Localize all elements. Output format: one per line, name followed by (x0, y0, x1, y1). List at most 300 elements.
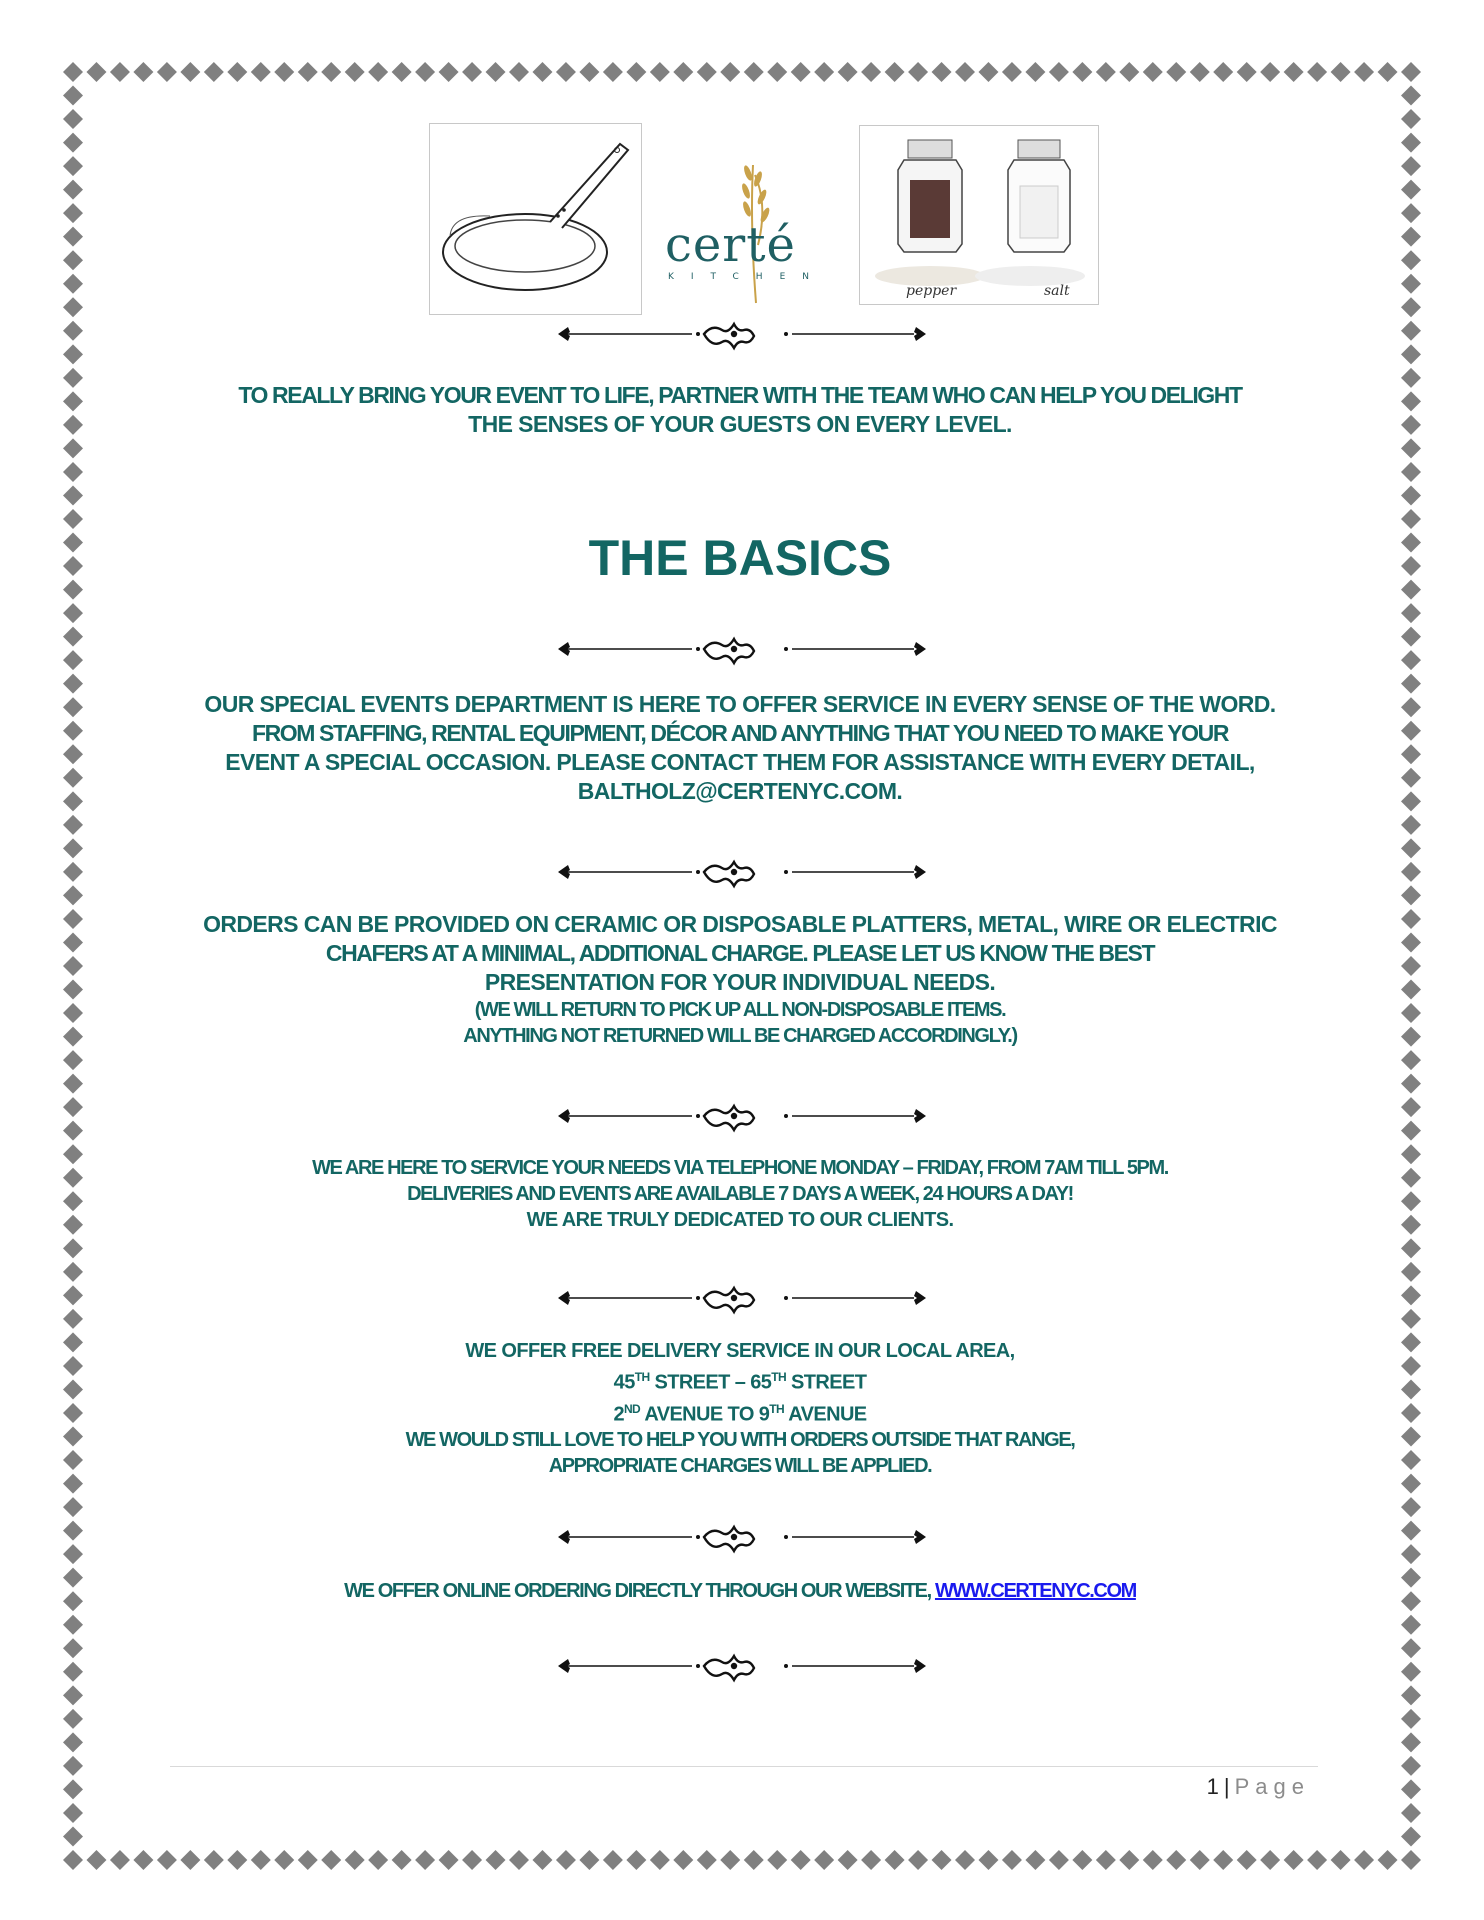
border-diamond (1307, 1850, 1327, 1870)
section-line: WE ARE TRULY DEDICATED TO OUR CLIENTS. (526, 1209, 954, 1231)
border-diamond (955, 62, 975, 82)
border-diamond (63, 1238, 83, 1258)
section-line: WE ARE HERE TO SERVICE YOUR NEEDS VIA TELEPHONE MONDAY – FRIDAY, FROM 7AM TILL 5PM. (312, 1157, 1168, 1179)
border-diamond (697, 1850, 717, 1870)
border-diamond (1401, 1591, 1421, 1611)
border-diamond (1401, 1168, 1421, 1188)
border-diamond (1119, 62, 1139, 82)
page-number (1150, 1774, 1310, 1800)
border-diamond (392, 62, 412, 82)
border-diamond (63, 1050, 83, 1070)
footer-rule (170, 1766, 1318, 1767)
border-diamond (63, 627, 83, 647)
border-diamond (1401, 1285, 1421, 1305)
border-diamond (157, 1850, 177, 1870)
border-diamond (532, 1850, 552, 1870)
border-diamond (63, 815, 83, 835)
border-diamond (63, 1850, 83, 1870)
border-diamond (86, 62, 106, 82)
border-diamond (579, 1850, 599, 1870)
border-diamond (1401, 838, 1421, 858)
border-diamond (509, 62, 529, 82)
border-diamond (1401, 932, 1421, 952)
border-diamond (1401, 274, 1421, 294)
border-diamond (1401, 1497, 1421, 1517)
ornamental-divider (552, 1517, 932, 1557)
border-diamond (1401, 1050, 1421, 1070)
border-diamond (1401, 250, 1421, 270)
border-diamond (1401, 533, 1421, 553)
border-diamond (1401, 697, 1421, 717)
border-diamond (1401, 980, 1421, 1000)
intro-block (150, 381, 1330, 439)
page-number-value: 1 (1206, 1774, 1220, 1799)
border-diamond (1401, 109, 1421, 129)
border-diamond (1025, 62, 1045, 82)
border-diamond (63, 415, 83, 435)
border-diamond (1119, 1850, 1139, 1870)
border-diamond (1401, 956, 1421, 976)
ornamental-divider (552, 629, 932, 669)
border-diamond (1401, 485, 1421, 505)
ornamental-divider (552, 1278, 932, 1318)
border-diamond (157, 62, 177, 82)
section-line: OUR SPECIAL EVENTS DEPARTMENT IS HERE TO OFFER SERVICE IN EVERY SENSE OF THE WORD. (204, 691, 1276, 717)
border-diamond (1213, 1850, 1233, 1870)
border-diamond (63, 1191, 83, 1211)
border-diamond (227, 1850, 247, 1870)
border-diamond (63, 180, 83, 200)
border-diamond (838, 62, 858, 82)
border-diamond (1401, 438, 1421, 458)
border-diamond (1401, 791, 1421, 811)
border-diamond (1401, 368, 1421, 388)
border-diamond (110, 1850, 130, 1870)
border-diamond (650, 62, 670, 82)
border-diamond (626, 62, 646, 82)
border-diamond (1072, 62, 1092, 82)
logo-subtext: KITCHEN (668, 272, 826, 282)
border-diamond (767, 62, 787, 82)
border-diamond (1331, 1850, 1351, 1870)
border-diamond (1354, 62, 1374, 82)
border-diamond (63, 1379, 83, 1399)
border-diamond (110, 62, 130, 82)
border-diamond (1143, 62, 1163, 82)
border-diamond (63, 321, 83, 341)
border-diamond (1401, 321, 1421, 341)
border-diamond (63, 885, 83, 905)
border-diamond (1401, 1638, 1421, 1658)
border-diamond (1401, 1450, 1421, 1470)
section-line: APPROPRIATE CHARGES WILL BE APPLIED. (548, 1455, 932, 1478)
border-diamond (861, 1850, 881, 1870)
border-diamond (251, 62, 271, 82)
border-diamond (1401, 1568, 1421, 1588)
border-diamond (1401, 1803, 1421, 1823)
border-diamond (1401, 1144, 1421, 1164)
border-diamond (1401, 1826, 1421, 1846)
border-diamond (63, 1709, 83, 1729)
border-diamond (1401, 1027, 1421, 1047)
border-diamond (63, 485, 83, 505)
border-diamond (63, 674, 83, 694)
border-diamond (63, 509, 83, 529)
border-diamond (1166, 1850, 1186, 1870)
delivery-section (150, 1338, 1330, 1479)
border-diamond (1401, 909, 1421, 929)
border-diamond (1401, 1709, 1421, 1729)
border-diamond (1284, 62, 1304, 82)
border-diamond (1401, 768, 1421, 788)
border-diamond (63, 1403, 83, 1423)
border-diamond (1401, 1521, 1421, 1541)
border-diamond (1401, 1779, 1421, 1799)
hours-section (150, 1155, 1330, 1233)
border-diamond (1260, 62, 1280, 82)
section-line: FROM STAFFING, RENTAL EQUIPMENT, DÉCOR AND ANYTHING THAT YOU NEED TO MAKE YOUR (251, 720, 1229, 746)
border-diamond (720, 1850, 740, 1870)
border-diamond (86, 1850, 106, 1870)
border-diamond (63, 1262, 83, 1282)
border-diamond (932, 62, 952, 82)
border-diamond (1002, 62, 1022, 82)
border-diamond (1401, 1356, 1421, 1376)
border-diamond (1401, 203, 1421, 223)
salt-pepper-shakers-icon (860, 126, 1098, 304)
contact-email: BALTHOLZ@CERTENYC.COM. (577, 778, 903, 804)
border-diamond (63, 62, 83, 82)
border-diamond (63, 1497, 83, 1517)
border-diamond (1284, 1850, 1304, 1870)
border-diamond (978, 1850, 998, 1870)
section-line: WE WOULD STILL LOVE TO HELP YOU WITH ORDERS OUTSIDE THAT RANGE, (405, 1429, 1075, 1452)
border-diamond (1143, 1850, 1163, 1870)
border-diamond (1096, 1850, 1116, 1870)
border-diamond (908, 1850, 928, 1870)
certe-kitchen-logo (658, 165, 830, 305)
border-diamond (1401, 862, 1421, 882)
border-diamond (63, 368, 83, 388)
border-diamond (439, 62, 459, 82)
salt-label: salt (1044, 283, 1070, 299)
border-diamond (1401, 1215, 1421, 1235)
border-diamond (1401, 1427, 1421, 1447)
border-diamond (1401, 1403, 1421, 1423)
border-diamond (63, 133, 83, 153)
border-diamond (63, 391, 83, 411)
section-line (150, 1578, 1330, 1604)
border-diamond (1354, 1850, 1374, 1870)
border-diamond (63, 274, 83, 294)
section-line: WE OFFER FREE DELIVERY SERVICE IN OUR LOCAL AREA, (465, 1340, 1015, 1362)
border-diamond (392, 1850, 412, 1870)
border-diamond (63, 1121, 83, 1141)
border-diamond (180, 1850, 200, 1870)
border-diamond (1401, 1262, 1421, 1282)
section-line: PRESENTATION FOR YOUR INDIVIDUAL NEEDS. (484, 969, 996, 995)
border-diamond (63, 1215, 83, 1235)
ornamental-divider (552, 314, 932, 354)
border-diamond (1401, 650, 1421, 670)
section-line: EVENT A SPECIAL OCCASION. PLEASE CONTACT THEM FOR ASSISTANCE WITH EVERY DETAIL, (225, 749, 1255, 775)
border-diamond (1401, 815, 1421, 835)
page-title-block (150, 530, 1330, 586)
border-diamond (767, 1850, 787, 1870)
border-diamond (1401, 1191, 1421, 1211)
border-diamond (650, 1850, 670, 1870)
border-diamond (63, 344, 83, 364)
border-diamond (1401, 62, 1421, 82)
street-range: 45TH STREET – 65TH STREET (613, 1370, 867, 1394)
border-diamond (63, 203, 83, 223)
border-diamond (368, 62, 388, 82)
border-diamond (603, 1850, 623, 1870)
border-diamond (63, 1779, 83, 1799)
border-diamond (532, 62, 552, 82)
border-diamond (133, 1850, 153, 1870)
border-diamond (486, 62, 506, 82)
border-diamond (1401, 1074, 1421, 1094)
border-diamond (1072, 1850, 1092, 1870)
border-diamond (63, 1097, 83, 1117)
border-diamond (63, 297, 83, 317)
border-diamond (1401, 156, 1421, 176)
border-diamond (1401, 133, 1421, 153)
border-diamond (1378, 1850, 1398, 1870)
page-label: Page (1234, 1774, 1310, 1799)
border-diamond (1049, 62, 1069, 82)
section-line: (WE WILL RETURN TO PICK UP ALL NON-DISPOSABLE ITEMS. (474, 999, 1006, 1021)
border-diamond (1049, 1850, 1069, 1870)
border-diamond (63, 1568, 83, 1588)
border-diamond (1096, 62, 1116, 82)
border-diamond (885, 62, 905, 82)
border-diamond (579, 62, 599, 82)
border-diamond (63, 956, 83, 976)
border-diamond (368, 1850, 388, 1870)
ornamental-divider (552, 1096, 932, 1136)
border-diamond (63, 86, 83, 106)
border-diamond (439, 1850, 459, 1870)
border-diamond (673, 62, 693, 82)
border-diamond (63, 1450, 83, 1470)
border-diamond (1401, 1732, 1421, 1752)
border-diamond (63, 1638, 83, 1658)
border-diamond (63, 980, 83, 1000)
border-diamond (1260, 1850, 1280, 1870)
border-diamond (63, 462, 83, 482)
border-diamond (63, 109, 83, 129)
online-text: WE OFFER ONLINE ORDERING DIRECTLY THROUGH OUR WEBSITE, (344, 1580, 931, 1602)
border-diamond (1025, 1850, 1045, 1870)
border-diamond (814, 62, 834, 82)
border-diamond (1166, 62, 1186, 82)
pepper-label: pepper (906, 283, 957, 299)
border-diamond (1401, 721, 1421, 741)
border-diamond (1401, 1003, 1421, 1023)
border-diamond (63, 250, 83, 270)
border-diamond (345, 62, 365, 82)
border-diamond (838, 1850, 858, 1870)
border-diamond (932, 1850, 952, 1870)
border-diamond (861, 62, 881, 82)
border-diamond (1401, 1615, 1421, 1635)
border-diamond (744, 1850, 764, 1870)
border-diamond (1401, 1379, 1421, 1399)
border-diamond (321, 62, 341, 82)
border-diamond (63, 697, 83, 717)
online-ordering-section (150, 1578, 1330, 1604)
border-diamond (1401, 391, 1421, 411)
intro-line: THE SENSES OF YOUR GUESTS ON EVERY LEVEL. (468, 411, 1012, 437)
border-diamond (63, 1662, 83, 1682)
border-diamond (63, 556, 83, 576)
border-diamond (63, 1685, 83, 1705)
border-diamond (1401, 1850, 1421, 1870)
border-diamond (63, 156, 83, 176)
border-diamond (1401, 180, 1421, 200)
border-diamond (603, 62, 623, 82)
border-diamond (251, 1850, 271, 1870)
border-diamond (1401, 1121, 1421, 1141)
border-diamond (63, 603, 83, 623)
border-diamond (63, 721, 83, 741)
border-diamond (908, 62, 928, 82)
border-diamond (63, 1003, 83, 1023)
border-diamond (227, 62, 247, 82)
frying-pan-image (429, 123, 642, 315)
border-diamond (180, 62, 200, 82)
border-diamond (63, 862, 83, 882)
page-title: THE BASICS (588, 530, 892, 586)
border-diamond (63, 1027, 83, 1047)
border-diamond (1401, 674, 1421, 694)
border-diamond (415, 1850, 435, 1870)
border-diamond (415, 62, 435, 82)
border-diamond (63, 1826, 83, 1846)
section-line: DELIVERIES AND EVENTS ARE AVAILABLE 7 DAYS A WEEK, 24 HOURS A DAY! (407, 1183, 1073, 1205)
ornamental-divider (552, 1646, 932, 1686)
border-diamond (791, 62, 811, 82)
border-diamond (274, 1850, 294, 1870)
border-diamond (63, 438, 83, 458)
border-diamond (1401, 1474, 1421, 1494)
border-diamond (1190, 1850, 1210, 1870)
border-diamond (1401, 415, 1421, 435)
border-diamond (1401, 1544, 1421, 1564)
website-link[interactable]: WWW.CERTENYC.COM (934, 1580, 1136, 1602)
border-diamond (1213, 62, 1233, 82)
logo-wordmark: certé (665, 217, 796, 273)
intro-line: TO REALLY BRING YOUR EVENT TO LIFE, PARTNER WITH THE TEAM WHO CAN HELP YOU DELIGHT (238, 382, 1242, 408)
border-diamond (1401, 1097, 1421, 1117)
border-diamond (63, 932, 83, 952)
border-diamond (63, 744, 83, 764)
border-diamond (1307, 62, 1327, 82)
border-diamond (1401, 603, 1421, 623)
border-diamond (204, 62, 224, 82)
border-diamond (486, 1850, 506, 1870)
border-diamond (1401, 462, 1421, 482)
border-diamond (1237, 1850, 1257, 1870)
border-diamond (63, 1756, 83, 1776)
border-diamond (744, 62, 764, 82)
border-diamond (720, 62, 740, 82)
border-diamond (978, 62, 998, 82)
border-diamond (1401, 580, 1421, 600)
border-diamond (63, 533, 83, 553)
border-diamond (63, 838, 83, 858)
border-diamond (1401, 744, 1421, 764)
border-diamond (814, 1850, 834, 1870)
border-diamond (63, 1544, 83, 1564)
border-diamond (63, 1144, 83, 1164)
border-diamond (1190, 62, 1210, 82)
border-diamond (63, 1309, 83, 1329)
border-diamond (885, 1850, 905, 1870)
border-diamond (1401, 1238, 1421, 1258)
border-diamond (63, 768, 83, 788)
border-diamond (1401, 227, 1421, 247)
border-diamond (63, 1521, 83, 1541)
border-diamond (1401, 885, 1421, 905)
border-diamond (63, 1168, 83, 1188)
border-diamond (63, 1285, 83, 1305)
border-diamond (63, 1615, 83, 1635)
border-diamond (556, 62, 576, 82)
border-diamond (1401, 297, 1421, 317)
border-diamond (462, 1850, 482, 1870)
border-diamond (63, 650, 83, 670)
border-diamond (462, 62, 482, 82)
border-diamond (321, 1850, 341, 1870)
border-diamond (63, 1803, 83, 1823)
section-line: ANYTHING NOT RETURNED WILL BE CHARGED ACCORDINGLY.) (463, 1025, 1017, 1047)
section-line: CHAFERS AT A MINIMAL, ADDITIONAL CHARGE. PLEASE LET US KNOW THE BEST (325, 940, 1155, 966)
section-line: ORDERS CAN BE PROVIDED ON CERAMIC OR DISPOSABLE PLATTERS, METAL, WIRE OR ELECTRIC (203, 911, 1277, 937)
border-diamond (1401, 86, 1421, 106)
orders-section (150, 910, 1330, 1049)
border-diamond (1237, 62, 1257, 82)
border-diamond (274, 62, 294, 82)
border-diamond (509, 1850, 529, 1870)
border-diamond (63, 1074, 83, 1094)
border-diamond (1378, 62, 1398, 82)
frying-pan-icon (430, 124, 641, 314)
border-diamond (204, 1850, 224, 1870)
special-events-section (150, 690, 1330, 806)
border-diamond (1401, 509, 1421, 529)
border-diamond (345, 1850, 365, 1870)
border-diamond (697, 62, 717, 82)
border-diamond (63, 1356, 83, 1376)
border-diamond (1401, 1756, 1421, 1776)
border-diamond (63, 1474, 83, 1494)
border-diamond (298, 1850, 318, 1870)
border-diamond (626, 1850, 646, 1870)
border-diamond (63, 1332, 83, 1352)
border-diamond (955, 1850, 975, 1870)
border-diamond (1401, 1685, 1421, 1705)
border-diamond (1331, 62, 1351, 82)
border-diamond (1401, 627, 1421, 647)
border-diamond (1401, 1662, 1421, 1682)
border-diamond (63, 1732, 83, 1752)
border-diamond (1002, 1850, 1022, 1870)
border-diamond (1401, 344, 1421, 364)
border-diamond (1401, 1309, 1421, 1329)
